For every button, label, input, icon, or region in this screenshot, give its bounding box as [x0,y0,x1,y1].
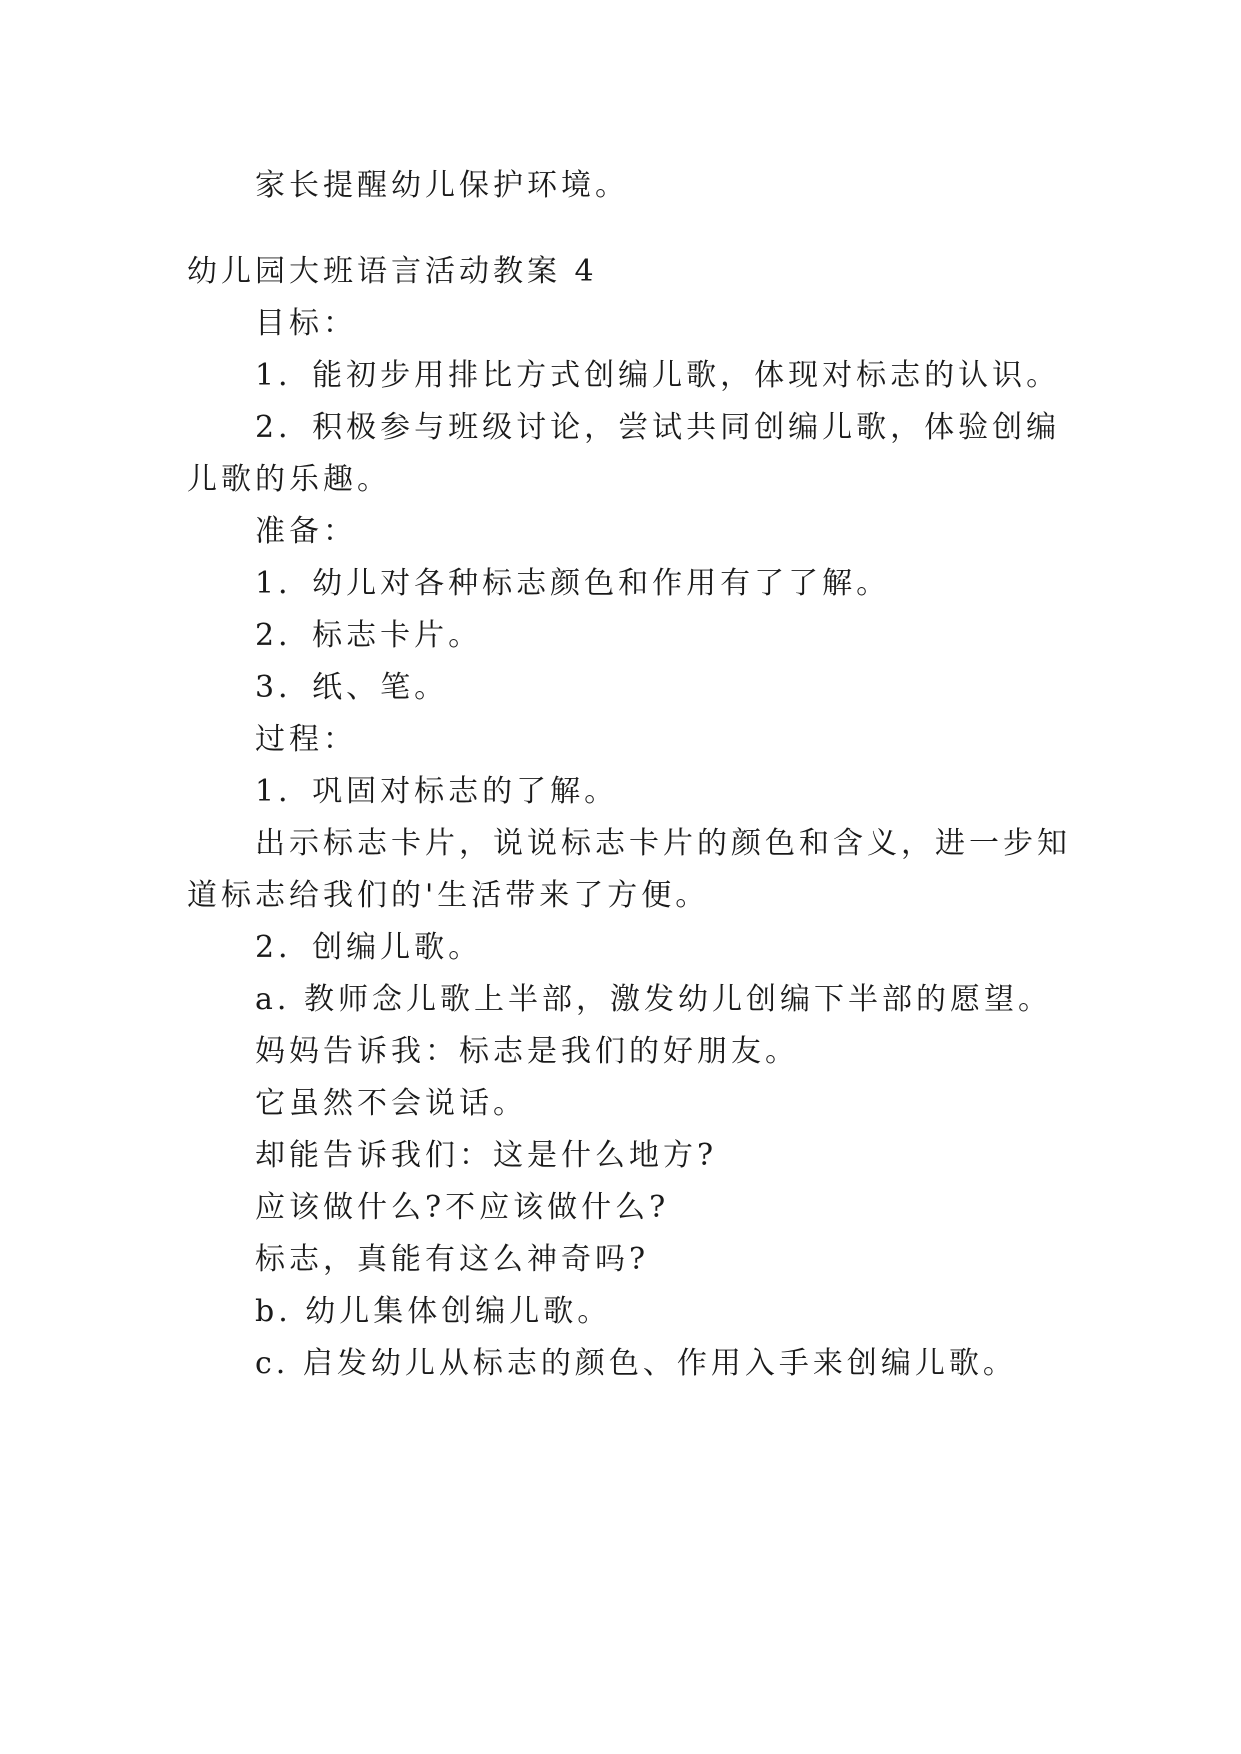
process-step-1-text-continued: 道标志给我们的'生活带来了方便。 [187,878,710,913]
preparation-item-2: 2．标志卡片。 [255,618,483,653]
process-heading: 过程： [255,722,357,757]
section-title: 幼儿园大班语言活动教案 4 [187,254,598,289]
poem-line-3: 却能告诉我们：这是什么地方? [255,1138,718,1173]
process-step-2b: b. 幼儿集体创编儿歌。 [255,1294,612,1329]
process-step-1: 1．巩固对标志的了解。 [255,774,619,809]
poem-line-1: 妈妈告诉我：标志是我们的好朋友。 [255,1034,799,1069]
process-step-2a: a. 教师念儿歌上半部，激发幼儿创编下半部的愿望。 [255,982,1052,1017]
poem-line-2: 它虽然不会说话。 [255,1086,527,1121]
process-step-2c: c. 启发幼儿从标志的颜色、作用入手来创编儿歌。 [255,1346,1017,1381]
preparation-item-1: 1．幼儿对各种标志颜色和作用有了了解。 [255,566,891,601]
process-step-1-text: 出示标志卡片，说说标志卡片的颜色和含义，进一步知 [255,826,1071,861]
closing-line: 家长提醒幼儿保护环境。 [255,168,629,203]
process-step-2: 2．创编儿歌。 [255,930,483,965]
preparation-item-3: 3．纸、笔。 [255,670,449,705]
goals-heading: 目标： [255,306,357,341]
goal-item-1: 1．能初步用排比方式创编儿歌，体现对标志的认识。 [255,358,1061,393]
poem-line-5: 标志，真能有这么神奇吗? [255,1242,650,1277]
goal-item-2: 2．积极参与班级讨论，尝试共同创编儿歌，体验创编 [255,410,1061,445]
preparation-heading: 准备： [255,514,357,549]
poem-line-4: 应该做什么?不应该做什么? [255,1190,670,1225]
goal-item-2-continued: 儿歌的乐趣。 [187,462,391,497]
